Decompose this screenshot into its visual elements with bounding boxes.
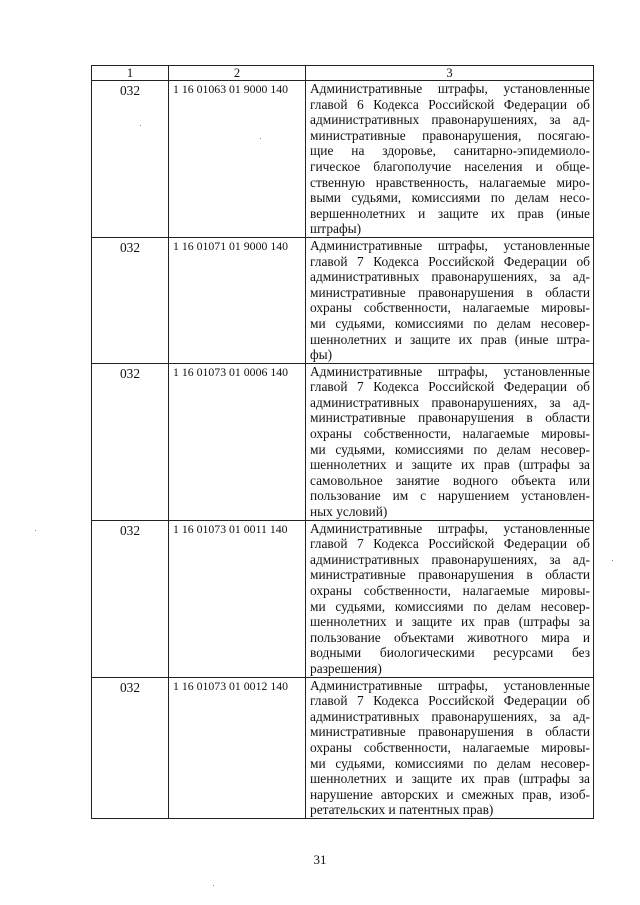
description-line: министративные правонарушения в области xyxy=(310,410,590,426)
scan-speck xyxy=(260,138,261,139)
description-line: самовольное занятие водного объекта или xyxy=(310,472,590,488)
description-line: министративные правонарушения в области xyxy=(310,724,590,740)
header-col-1: 1 xyxy=(92,66,169,81)
description-cell xyxy=(306,363,594,520)
admin-code-cell: 032 xyxy=(92,520,169,677)
description-line: главой 7 Кодекса Российской Федерации об xyxy=(310,693,590,709)
description-line: выми судьями, комиссиями по делам несо- xyxy=(310,190,590,206)
description-line: штрафы) xyxy=(310,221,362,237)
description-line: ретательских и патентных прав) xyxy=(310,802,494,818)
description-line: вершеннолетних и защите их прав (иные xyxy=(310,205,590,221)
description-line: Административные штрафы, установленные xyxy=(310,81,590,96)
description-line: главой 7 Кодекса Российской Федерации об xyxy=(310,536,590,552)
description-line: щие на здоровье, санитарно-эпидемиоло- xyxy=(310,143,590,159)
description-line: шеннолетних и защите их прав (штрафы за xyxy=(310,457,590,473)
table-row xyxy=(92,363,594,520)
description-cell xyxy=(306,81,594,238)
description-line: административных правонарушениях, за ад- xyxy=(310,708,590,724)
description-line: министративные правонарушения в области xyxy=(310,284,590,300)
description-line: административных правонарушениях, за ад- xyxy=(310,394,590,410)
description-line: гическое благополучие населения и обще- xyxy=(310,158,590,174)
description-line: пользование объектами животного мира и xyxy=(310,629,590,645)
description-line: ственную нравственность, налагаемые миро- xyxy=(310,174,590,190)
description-line: Административные штрафы, установленные xyxy=(310,363,590,379)
description-line: охраны собственности, налагаемые мировы- xyxy=(310,739,590,755)
description-line: шеннолетних и защите их прав (штрафы за xyxy=(310,771,590,787)
table-row xyxy=(92,237,594,363)
budget-code-cell: 1 16 01073 01 0006 140 xyxy=(169,363,306,520)
admin-code-cell: 032 xyxy=(92,237,169,363)
scan-speck xyxy=(140,125,141,126)
description-line: министративные правонарушения, посягаю- xyxy=(310,127,590,143)
description-line: нарушение авторских и смежных прав, изоб- xyxy=(310,786,590,802)
description-line: главой 6 Кодекса Российской Федерации об xyxy=(310,96,590,112)
budget-code-cell: 1 16 01073 01 0012 140 xyxy=(169,677,306,818)
description-line: ми судьями, комиссиями по делам несовер- xyxy=(310,598,590,614)
budget-codes-table xyxy=(91,65,594,819)
description-line: административных правонарушениях, за ад- xyxy=(310,551,590,567)
description-line: охраны собственности, налагаемые мировы- xyxy=(310,426,590,442)
header-col-3: 3 xyxy=(306,66,594,81)
description-cell xyxy=(306,237,594,363)
budget-code-cell: 1 16 01071 01 9000 140 xyxy=(169,237,306,363)
description-cell xyxy=(306,677,594,818)
admin-code-cell: 032 xyxy=(92,81,169,238)
description-line: министративные правонарушения в области xyxy=(310,567,590,583)
description-line: административных правонарушениях, за ад- xyxy=(310,269,590,285)
description-line: ных условий) xyxy=(310,504,388,520)
description-line: фы) xyxy=(310,347,333,363)
description-line: пользование им с нарушением установлен- xyxy=(310,488,590,504)
description-line: шеннолетних и защите их прав (штрафы за xyxy=(310,614,590,630)
budget-code-cell: 1 16 01073 01 0011 140 xyxy=(169,520,306,677)
description-line: охраны собственности, налагаемые мировы- xyxy=(310,583,590,598)
admin-code-cell: 032 xyxy=(92,677,169,818)
budget-code-cell: 1 16 01063 01 9000 140 xyxy=(169,81,306,238)
page-number: 31 xyxy=(313,852,327,867)
scan-speck xyxy=(213,885,214,886)
description-line: разрешения) xyxy=(310,660,382,676)
header-col-2: 2 xyxy=(169,66,306,81)
description-line: Административные штрафы, установленные xyxy=(310,677,590,693)
table-row xyxy=(92,81,594,238)
description-line: Административные штрафы, установленные xyxy=(310,520,590,536)
description-line: ми судьями, комиссиями по делам несовер- xyxy=(310,315,590,331)
table-body xyxy=(92,81,594,819)
scan-speck xyxy=(612,560,613,561)
description-line: шеннолетних и защите их прав (иные штра- xyxy=(310,331,590,347)
table-row xyxy=(92,677,594,818)
description-line: охраны собственности, налагаемые мировы- xyxy=(310,300,590,316)
description-line: главой 7 Кодекса Российской Федерации об xyxy=(310,379,590,395)
description-line: ми судьями, комиссиями по делам несовер- xyxy=(310,755,590,771)
table-row xyxy=(92,520,594,677)
description-cell xyxy=(306,520,594,677)
description-line: Административные штрафы, установленные xyxy=(310,237,590,253)
description-line: административных правонарушениях, за ад- xyxy=(310,112,590,128)
description-line: главой 7 Кодекса Российской Федерации об xyxy=(310,253,590,269)
scan-speck xyxy=(35,530,36,531)
description-line: ми судьями, комиссиями по делам несовер- xyxy=(310,441,590,457)
table-header-row xyxy=(92,66,594,81)
admin-code-cell: 032 xyxy=(92,363,169,520)
description-line: водными биологическими ресурсами без xyxy=(310,645,590,661)
